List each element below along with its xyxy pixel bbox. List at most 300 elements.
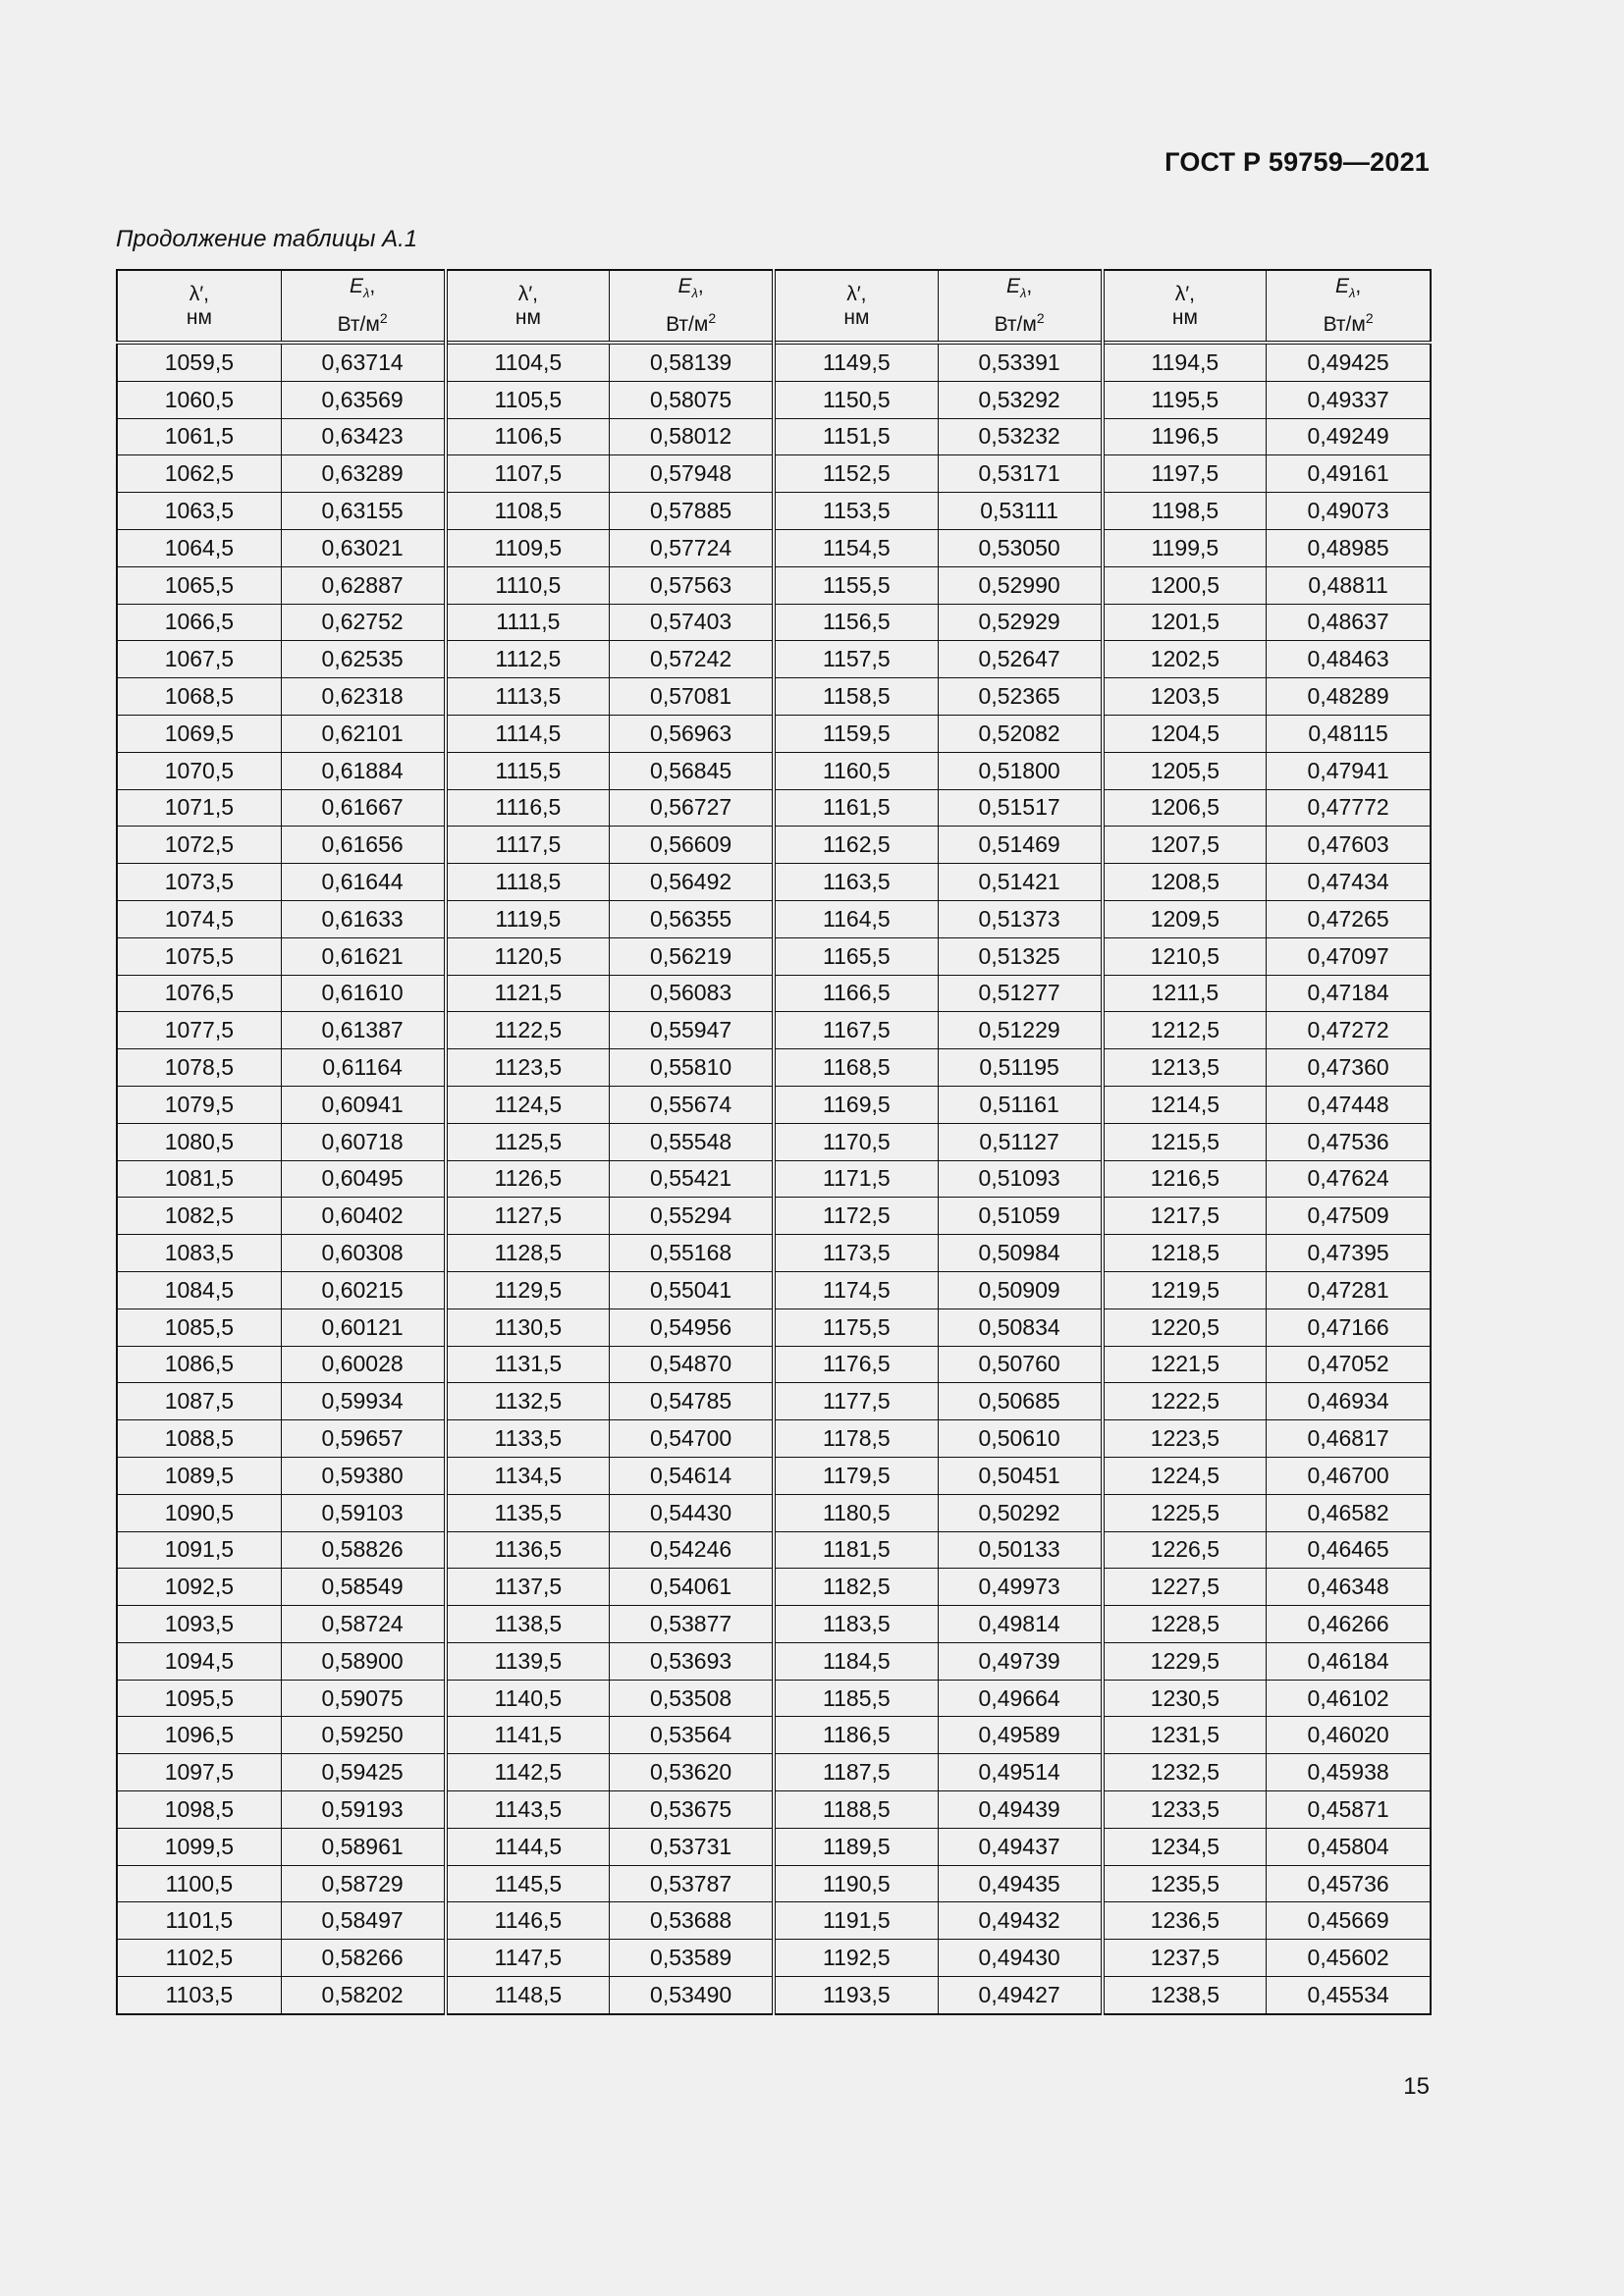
table-row [117, 1977, 1431, 2014]
irradiance-cell: 0,45736 [1267, 1865, 1431, 1902]
irradiance-cell: 0,47941 [1267, 752, 1431, 789]
irradiance-cell: 0,47052 [1267, 1346, 1431, 1383]
table-row [117, 1198, 1431, 1235]
table-row [117, 937, 1431, 975]
wavelength-cell: 1126,5 [446, 1160, 610, 1198]
wavelength-cell: 1237,5 [1103, 1940, 1267, 1977]
irradiance-cell: 0,47184 [1267, 975, 1431, 1012]
header-unit: нм [1171, 305, 1198, 329]
irradiance-cell: 0,58497 [281, 1902, 445, 1940]
wavelength-cell: 1210,5 [1103, 937, 1267, 975]
header-unit: нм [186, 305, 212, 329]
wavelength-cell: 1061,5 [117, 418, 281, 455]
wavelength-cell: 1166,5 [774, 975, 938, 1012]
irradiance-cell: 0,47281 [1267, 1271, 1431, 1308]
table-row [117, 1754, 1431, 1791]
table-row [117, 1828, 1431, 1865]
wavelength-cell: 1090,5 [117, 1494, 281, 1531]
irradiance-cell: 0,50133 [938, 1531, 1102, 1569]
wavelength-cell: 1235,5 [1103, 1865, 1267, 1902]
table-row [117, 493, 1431, 530]
header-symbol: λ′, [517, 282, 539, 305]
table-row [117, 1271, 1431, 1308]
header-unit: $Вт/м^2$ [666, 309, 717, 336]
irradiance-cell: 0,62318 [281, 678, 445, 716]
wavelength-cell: 1212,5 [1103, 1012, 1267, 1049]
wavelength-cell: 1238,5 [1103, 1977, 1267, 2014]
wavelength-cell: 1104,5 [446, 343, 610, 381]
wavelength-cell: 1226,5 [1103, 1531, 1267, 1569]
wavelength-cell: 1121,5 [446, 975, 610, 1012]
irradiance-cell: 0,48637 [1267, 604, 1431, 641]
wavelength-cell: 1102,5 [117, 1940, 281, 1977]
header-row [117, 270, 1431, 343]
wavelength-cell: 1189,5 [774, 1828, 938, 1865]
table-caption: Продолжение таблицы А.1 [116, 226, 418, 252]
table-row [117, 975, 1431, 1012]
irradiance-cell: 0,54785 [610, 1383, 774, 1420]
header-irradiance [610, 270, 774, 343]
wavelength-cell: 1105,5 [446, 381, 610, 418]
irradiance-cell: 0,57081 [610, 678, 774, 716]
wavelength-cell: 1107,5 [446, 455, 610, 493]
header-wavelength [446, 270, 610, 343]
wavelength-cell: 1199,5 [1103, 529, 1267, 566]
wavelength-cell: 1229,5 [1103, 1642, 1267, 1680]
irradiance-cell: 0,57948 [610, 455, 774, 493]
page-number: 15 [1403, 2073, 1430, 2100]
wavelength-cell: 1092,5 [117, 1569, 281, 1606]
irradiance-cell: 0,53564 [610, 1717, 774, 1754]
wavelength-cell: 1071,5 [117, 789, 281, 827]
wavelength-cell: 1175,5 [774, 1308, 938, 1346]
header-wavelength [774, 270, 938, 343]
table-row [117, 1606, 1431, 1643]
irradiance-cell: 0,52929 [938, 604, 1102, 641]
irradiance-cell: 0,58075 [610, 381, 774, 418]
irradiance-cell: 0,51800 [938, 752, 1102, 789]
irradiance-cell: 0,49664 [938, 1680, 1102, 1717]
wavelength-cell: 1075,5 [117, 937, 281, 975]
irradiance-cell: 0,48115 [1267, 715, 1431, 752]
irradiance-cell: 0,57403 [610, 604, 774, 641]
document-code: ГОСТ Р 59759—2021 [1164, 147, 1430, 177]
table-row [117, 529, 1431, 566]
wavelength-cell: 1209,5 [1103, 900, 1267, 937]
irradiance-cell: 0,49073 [1267, 493, 1431, 530]
wavelength-cell: 1194,5 [1103, 343, 1267, 381]
irradiance-cell: 0,51517 [938, 789, 1102, 827]
table-row [117, 752, 1431, 789]
irradiance-cell: 0,47772 [1267, 789, 1431, 827]
wavelength-cell: 1076,5 [117, 975, 281, 1012]
table-row [117, 1346, 1431, 1383]
wavelength-cell: 1213,5 [1103, 1049, 1267, 1087]
irradiance-cell: 0,50451 [938, 1457, 1102, 1494]
wavelength-cell: 1093,5 [117, 1606, 281, 1643]
irradiance-cell: 0,55548 [610, 1123, 774, 1160]
wavelength-cell: 1150,5 [774, 381, 938, 418]
irradiance-cell: 0,60402 [281, 1198, 445, 1235]
wavelength-cell: 1073,5 [117, 864, 281, 901]
header-symbol: λ′, [1174, 282, 1196, 305]
irradiance-cell: 0,51421 [938, 864, 1102, 901]
wavelength-cell: 1234,5 [1103, 1828, 1267, 1865]
wavelength-cell: 1205,5 [1103, 752, 1267, 789]
irradiance-cell: 0,61884 [281, 752, 445, 789]
wavelength-cell: 1152,5 [774, 455, 938, 493]
irradiance-cell: 0,45534 [1267, 1977, 1431, 2014]
irradiance-cell: 0,46184 [1267, 1642, 1431, 1680]
irradiance-cell: 0,46102 [1267, 1680, 1431, 1717]
irradiance-cell: 0,63289 [281, 455, 445, 493]
table-row [117, 418, 1431, 455]
table-row [117, 641, 1431, 678]
table-row [117, 1865, 1431, 1902]
wavelength-cell: 1233,5 [1103, 1791, 1267, 1829]
wavelength-cell: 1198,5 [1103, 493, 1267, 530]
header-irradiance [1267, 270, 1431, 343]
table-header [117, 270, 1431, 343]
wavelength-cell: 1130,5 [446, 1308, 610, 1346]
irradiance-cell: 0,51373 [938, 900, 1102, 937]
wavelength-cell: 1140,5 [446, 1680, 610, 1717]
wavelength-cell: 1118,5 [446, 864, 610, 901]
wavelength-cell: 1060,5 [117, 381, 281, 418]
irradiance-cell: 0,59657 [281, 1420, 445, 1458]
table-row [117, 864, 1431, 901]
wavelength-cell: 1139,5 [446, 1642, 610, 1680]
irradiance-cell: 0,59425 [281, 1754, 445, 1791]
table-row [117, 1531, 1431, 1569]
wavelength-cell: 1101,5 [117, 1902, 281, 1940]
irradiance-cell: 0,60941 [281, 1086, 445, 1123]
irradiance-cell: 0,47395 [1267, 1235, 1431, 1272]
irradiance-cell: 0,57885 [610, 493, 774, 530]
irradiance-cell: 0,45669 [1267, 1902, 1431, 1940]
wavelength-cell: 1221,5 [1103, 1346, 1267, 1383]
wavelength-cell: 1106,5 [446, 418, 610, 455]
irradiance-cell: 0,49439 [938, 1791, 1102, 1829]
wavelength-cell: 1117,5 [446, 827, 610, 864]
irradiance-cell: 0,47603 [1267, 827, 1431, 864]
wavelength-cell: 1128,5 [446, 1235, 610, 1272]
table-row [117, 604, 1431, 641]
wavelength-cell: 1203,5 [1103, 678, 1267, 716]
header-symbol: $E_\lambda$, [349, 275, 376, 301]
wavelength-cell: 1236,5 [1103, 1902, 1267, 1940]
wavelength-cell: 1164,5 [774, 900, 938, 937]
table-body [117, 343, 1431, 2014]
table-row [117, 343, 1431, 381]
wavelength-cell: 1113,5 [446, 678, 610, 716]
irradiance-cell: 0,53877 [610, 1606, 774, 1643]
header-irradiance [938, 270, 1102, 343]
irradiance-cell: 0,53171 [938, 455, 1102, 493]
irradiance-cell: 0,50909 [938, 1271, 1102, 1308]
table-row [117, 1308, 1431, 1346]
table-row [117, 1902, 1431, 1940]
wavelength-cell: 1197,5 [1103, 455, 1267, 493]
irradiance-cell: 0,55294 [610, 1198, 774, 1235]
irradiance-cell: 0,53391 [938, 343, 1102, 381]
wavelength-cell: 1112,5 [446, 641, 610, 678]
wavelength-cell: 1231,5 [1103, 1717, 1267, 1754]
wavelength-cell: 1216,5 [1103, 1160, 1267, 1198]
wavelength-cell: 1070,5 [117, 752, 281, 789]
wavelength-cell: 1157,5 [774, 641, 938, 678]
wavelength-cell: 1176,5 [774, 1346, 938, 1383]
irradiance-cell: 0,60121 [281, 1308, 445, 1346]
wavelength-cell: 1181,5 [774, 1531, 938, 1569]
irradiance-cell: 0,53675 [610, 1791, 774, 1829]
wavelength-cell: 1072,5 [117, 827, 281, 864]
wavelength-cell: 1080,5 [117, 1123, 281, 1160]
wavelength-cell: 1178,5 [774, 1420, 938, 1458]
wavelength-cell: 1163,5 [774, 864, 938, 901]
irradiance-cell: 0,45804 [1267, 1828, 1431, 1865]
wavelength-cell: 1201,5 [1103, 604, 1267, 641]
irradiance-cell: 0,51229 [938, 1012, 1102, 1049]
irradiance-cell: 0,60308 [281, 1235, 445, 1272]
irradiance-cell: 0,46582 [1267, 1494, 1431, 1531]
table-row [117, 1494, 1431, 1531]
irradiance-cell: 0,53688 [610, 1902, 774, 1940]
wavelength-cell: 1074,5 [117, 900, 281, 937]
table-row [117, 1717, 1431, 1754]
irradiance-cell: 0,53292 [938, 381, 1102, 418]
wavelength-cell: 1123,5 [446, 1049, 610, 1087]
irradiance-cell: 0,59934 [281, 1383, 445, 1420]
wavelength-cell: 1191,5 [774, 1902, 938, 1940]
wavelength-cell: 1082,5 [117, 1198, 281, 1235]
wavelength-cell: 1094,5 [117, 1642, 281, 1680]
table-row [117, 1049, 1431, 1087]
wavelength-cell: 1159,5 [774, 715, 938, 752]
irradiance-cell: 0,62752 [281, 604, 445, 641]
wavelength-cell: 1187,5 [774, 1754, 938, 1791]
irradiance-cell: 0,61387 [281, 1012, 445, 1049]
wavelength-cell: 1183,5 [774, 1606, 938, 1643]
irradiance-cell: 0,49589 [938, 1717, 1102, 1754]
irradiance-cell: 0,47448 [1267, 1086, 1431, 1123]
wavelength-cell: 1192,5 [774, 1940, 938, 1977]
header-unit: нм [514, 305, 541, 329]
wavelength-cell: 1225,5 [1103, 1494, 1267, 1531]
wavelength-cell: 1232,5 [1103, 1754, 1267, 1791]
irradiance-cell: 0,46817 [1267, 1420, 1431, 1458]
irradiance-cell: 0,54700 [610, 1420, 774, 1458]
wavelength-cell: 1127,5 [446, 1198, 610, 1235]
header-symbol: λ′, [846, 282, 867, 305]
wavelength-cell: 1169,5 [774, 1086, 938, 1123]
irradiance-cell: 0,52365 [938, 678, 1102, 716]
irradiance-cell: 0,55674 [610, 1086, 774, 1123]
irradiance-cell: 0,46348 [1267, 1569, 1431, 1606]
wavelength-cell: 1171,5 [774, 1160, 938, 1198]
irradiance-cell: 0,55421 [610, 1160, 774, 1198]
irradiance-cell: 0,48463 [1267, 641, 1431, 678]
irradiance-cell: 0,53508 [610, 1680, 774, 1717]
irradiance-cell: 0,49973 [938, 1569, 1102, 1606]
irradiance-cell: 0,49425 [1267, 343, 1431, 381]
wavelength-cell: 1065,5 [117, 566, 281, 604]
irradiance-cell: 0,61667 [281, 789, 445, 827]
wavelength-cell: 1218,5 [1103, 1235, 1267, 1272]
wavelength-cell: 1108,5 [446, 493, 610, 530]
wavelength-cell: 1153,5 [774, 493, 938, 530]
wavelength-cell: 1186,5 [774, 1717, 938, 1754]
irradiance-cell: 0,49249 [1267, 418, 1431, 455]
wavelength-cell: 1091,5 [117, 1531, 281, 1569]
irradiance-cell: 0,63423 [281, 418, 445, 455]
table-row [117, 900, 1431, 937]
table-row [117, 1569, 1431, 1606]
wavelength-cell: 1144,5 [446, 1828, 610, 1865]
irradiance-cell: 0,49514 [938, 1754, 1102, 1791]
wavelength-cell: 1161,5 [774, 789, 938, 827]
irradiance-cell: 0,52647 [938, 641, 1102, 678]
wavelength-cell: 1124,5 [446, 1086, 610, 1123]
irradiance-cell: 0,59193 [281, 1791, 445, 1829]
irradiance-cell: 0,45871 [1267, 1791, 1431, 1829]
table-row [117, 827, 1431, 864]
wavelength-cell: 1154,5 [774, 529, 938, 566]
irradiance-cell: 0,50685 [938, 1383, 1102, 1420]
wavelength-cell: 1134,5 [446, 1457, 610, 1494]
wavelength-cell: 1087,5 [117, 1383, 281, 1420]
irradiance-cell: 0,49432 [938, 1902, 1102, 1940]
wavelength-cell: 1135,5 [446, 1494, 610, 1531]
irradiance-cell: 0,58266 [281, 1940, 445, 1977]
header-irradiance [281, 270, 445, 343]
wavelength-cell: 1100,5 [117, 1865, 281, 1902]
irradiance-cell: 0,62101 [281, 715, 445, 752]
irradiance-cell: 0,53620 [610, 1754, 774, 1791]
irradiance-cell: 0,45602 [1267, 1940, 1431, 1977]
irradiance-cell: 0,59103 [281, 1494, 445, 1531]
wavelength-cell: 1182,5 [774, 1569, 938, 1606]
wavelength-cell: 1109,5 [446, 529, 610, 566]
wavelength-cell: 1193,5 [774, 1977, 938, 2014]
irradiance-cell: 0,63021 [281, 529, 445, 566]
table-row [117, 455, 1431, 493]
irradiance-cell: 0,54061 [610, 1569, 774, 1606]
irradiance-cell: 0,47360 [1267, 1049, 1431, 1087]
wavelength-cell: 1207,5 [1103, 827, 1267, 864]
table-row [117, 1123, 1431, 1160]
irradiance-cell: 0,53731 [610, 1828, 774, 1865]
irradiance-cell: 0,51277 [938, 975, 1102, 1012]
wavelength-cell: 1116,5 [446, 789, 610, 827]
wavelength-cell: 1059,5 [117, 343, 281, 381]
irradiance-cell: 0,50834 [938, 1308, 1102, 1346]
wavelength-cell: 1179,5 [774, 1457, 938, 1494]
wavelength-cell: 1158,5 [774, 678, 938, 716]
wavelength-cell: 1062,5 [117, 455, 281, 493]
irradiance-cell: 0,53787 [610, 1865, 774, 1902]
wavelength-cell: 1160,5 [774, 752, 938, 789]
wavelength-cell: 1119,5 [446, 900, 610, 937]
irradiance-cell: 0,50760 [938, 1346, 1102, 1383]
wavelength-cell: 1167,5 [774, 1012, 938, 1049]
header-wavelength [1103, 270, 1267, 343]
table-row [117, 1235, 1431, 1272]
wavelength-cell: 1063,5 [117, 493, 281, 530]
irradiance-cell: 0,52990 [938, 566, 1102, 604]
wavelength-cell: 1223,5 [1103, 1420, 1267, 1458]
wavelength-cell: 1222,5 [1103, 1383, 1267, 1420]
table-row [117, 1791, 1431, 1829]
irradiance-cell: 0,51469 [938, 827, 1102, 864]
irradiance-cell: 0,56083 [610, 975, 774, 1012]
table-row [117, 1642, 1431, 1680]
irradiance-cell: 0,56492 [610, 864, 774, 901]
irradiance-cell: 0,56609 [610, 827, 774, 864]
wavelength-cell: 1156,5 [774, 604, 938, 641]
irradiance-cell: 0,51093 [938, 1160, 1102, 1198]
wavelength-cell: 1174,5 [774, 1271, 938, 1308]
irradiance-cell: 0,63155 [281, 493, 445, 530]
wavelength-cell: 1215,5 [1103, 1123, 1267, 1160]
irradiance-cell: 0,56845 [610, 752, 774, 789]
wavelength-cell: 1170,5 [774, 1123, 938, 1160]
wavelength-cell: 1224,5 [1103, 1457, 1267, 1494]
irradiance-cell: 0,53693 [610, 1642, 774, 1680]
wavelength-cell: 1137,5 [446, 1569, 610, 1606]
irradiance-cell: 0,62535 [281, 641, 445, 678]
irradiance-cell: 0,58729 [281, 1865, 445, 1902]
irradiance-cell: 0,47097 [1267, 937, 1431, 975]
irradiance-cell: 0,57724 [610, 529, 774, 566]
irradiance-cell: 0,58139 [610, 343, 774, 381]
irradiance-cell: 0,58900 [281, 1642, 445, 1680]
table-row [117, 1383, 1431, 1420]
irradiance-cell: 0,54430 [610, 1494, 774, 1531]
wavelength-cell: 1084,5 [117, 1271, 281, 1308]
wavelength-cell: 1230,5 [1103, 1680, 1267, 1717]
wavelength-cell: 1204,5 [1103, 715, 1267, 752]
wavelength-cell: 1155,5 [774, 566, 938, 604]
wavelength-cell: 1184,5 [774, 1642, 938, 1680]
irradiance-cell: 0,61656 [281, 827, 445, 864]
wavelength-cell: 1202,5 [1103, 641, 1267, 678]
irradiance-cell: 0,58202 [281, 1977, 445, 2014]
table-row [117, 678, 1431, 716]
irradiance-cell: 0,59075 [281, 1680, 445, 1717]
irradiance-cell: 0,49435 [938, 1865, 1102, 1902]
wavelength-cell: 1131,5 [446, 1346, 610, 1383]
irradiance-cell: 0,46266 [1267, 1606, 1431, 1643]
wavelength-cell: 1120,5 [446, 937, 610, 975]
irradiance-cell: 0,47509 [1267, 1198, 1431, 1235]
irradiance-cell: 0,45938 [1267, 1754, 1431, 1791]
irradiance-cell: 0,63714 [281, 343, 445, 381]
header-unit: нм [843, 305, 870, 329]
table-row [117, 1680, 1431, 1717]
irradiance-cell: 0,49430 [938, 1940, 1102, 1977]
irradiance-cell: 0,54956 [610, 1308, 774, 1346]
irradiance-cell: 0,49161 [1267, 455, 1431, 493]
irradiance-cell: 0,61644 [281, 864, 445, 901]
wavelength-cell: 1200,5 [1103, 566, 1267, 604]
irradiance-cell: 0,51195 [938, 1049, 1102, 1087]
irradiance-cell: 0,50610 [938, 1420, 1102, 1458]
irradiance-cell: 0,56219 [610, 937, 774, 975]
wavelength-cell: 1219,5 [1103, 1271, 1267, 1308]
table-row [117, 566, 1431, 604]
irradiance-cell: 0,47536 [1267, 1123, 1431, 1160]
